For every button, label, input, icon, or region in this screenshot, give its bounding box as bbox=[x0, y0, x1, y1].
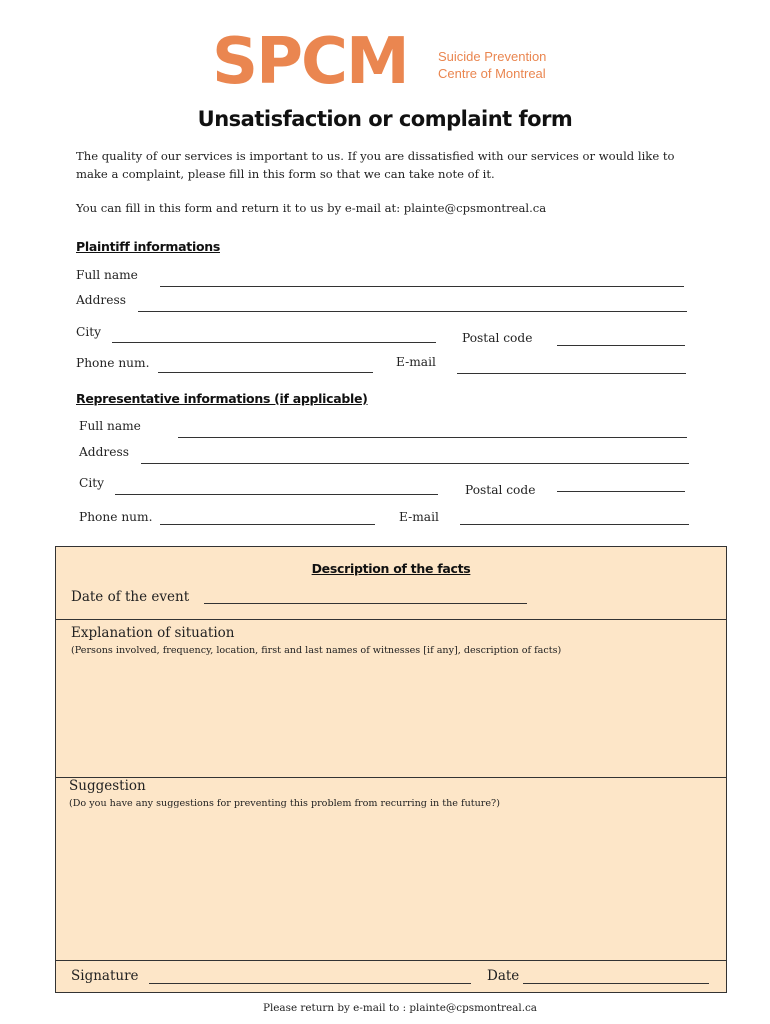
representative-full-name-field[interactable] bbox=[178, 437, 687, 438]
intro-email-paragraph: You can fill in this form and return it to us by e-mail at: plainte@cpsmontreal.ca bbox=[76, 201, 547, 215]
footer-note: Please return by e-mail to : plainte@cpsmontreal.ca bbox=[262, 1002, 538, 1014]
facts-heading: Description of the facts bbox=[311, 561, 471, 576]
facts-divider bbox=[56, 960, 726, 961]
representative-city-field[interactable] bbox=[115, 494, 438, 495]
representative-email-field[interactable] bbox=[460, 524, 689, 525]
representative-city-label: City bbox=[79, 476, 105, 490]
sign-date-label: Date bbox=[487, 968, 520, 984]
plaintiff-heading: Plaintiff informations bbox=[76, 239, 220, 254]
logo-mark: SPCM bbox=[212, 25, 408, 99]
plaintiff-full-name-field[interactable] bbox=[160, 286, 684, 287]
plaintiff-email-label: E-mail bbox=[396, 355, 436, 369]
event-date-field[interactable] bbox=[204, 603, 527, 604]
explanation-hint: (Persons involved, frequency, location, first and last names of witnesses [if any], description of facts) bbox=[71, 645, 562, 656]
plaintiff-email-field[interactable] bbox=[457, 373, 686, 374]
representative-phone-label: Phone num. bbox=[79, 510, 153, 524]
logo-subtitle-line1: Suicide Prevention bbox=[438, 49, 547, 64]
event-date-label: Date of the event bbox=[71, 589, 190, 605]
suggestion-hint: (Do you have any suggestions for preventing this problem from recurring in the future?) bbox=[69, 798, 500, 809]
plaintiff-address-label: Address bbox=[76, 293, 126, 307]
signature-label: Signature bbox=[71, 968, 139, 984]
facts-box bbox=[55, 546, 727, 993]
representative-heading: Representative informations (if applicable) bbox=[76, 391, 368, 406]
explanation-label: Explanation of situation bbox=[71, 625, 235, 641]
intro-paragraph: The quality of our services is important to us. If you are dissatisfied with our services or would like to make a complaint, please fill in this form so that we can take note of it. bbox=[76, 149, 675, 181]
suggestion-area[interactable] bbox=[56, 813, 726, 958]
plaintiff-city-field[interactable] bbox=[112, 342, 436, 343]
logo bbox=[212, 25, 557, 99]
facts-divider bbox=[56, 777, 726, 778]
representative-phone-field[interactable] bbox=[160, 524, 375, 525]
plaintiff-phone-label: Phone num. bbox=[76, 356, 150, 370]
facts-divider bbox=[56, 619, 726, 620]
signature-field[interactable] bbox=[149, 983, 471, 984]
plaintiff-phone-field[interactable] bbox=[158, 372, 373, 373]
sign-date-field[interactable] bbox=[523, 983, 709, 984]
plaintiff-city-label: City bbox=[76, 325, 102, 339]
representative-postal-code-field[interactable] bbox=[557, 491, 685, 492]
suggestion-label: Suggestion bbox=[69, 778, 146, 794]
logo-subtitle-line2: Centre of Montreal bbox=[438, 66, 546, 81]
representative-email-label: E-mail bbox=[399, 510, 439, 524]
plaintiff-full-name-label: Full name bbox=[76, 268, 138, 282]
representative-address-label: Address bbox=[79, 445, 129, 459]
representative-full-name-label: Full name bbox=[79, 419, 141, 433]
explanation-area[interactable] bbox=[56, 661, 726, 775]
representative-address-field[interactable] bbox=[141, 463, 689, 464]
representative-postal-code-label: Postal code bbox=[465, 483, 536, 497]
plaintiff-postal-code-label: Postal code bbox=[462, 331, 533, 345]
page-title: Unsatisfaction or complaint form bbox=[197, 107, 573, 131]
plaintiff-postal-code-field[interactable] bbox=[557, 345, 685, 346]
plaintiff-address-field[interactable] bbox=[138, 311, 687, 312]
